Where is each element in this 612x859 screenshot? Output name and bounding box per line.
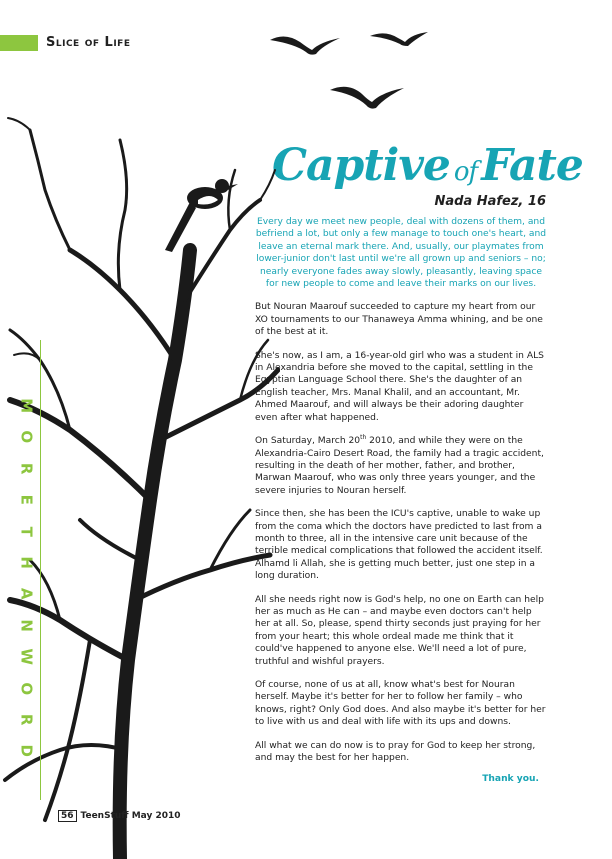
paragraph: All what we can do now is to pray for God to keep her strong, and may the best for her happen.: [255, 740, 536, 764]
flying-birds-illustration: [250, 20, 450, 130]
paragraph: [255, 435, 547, 497]
vertical-letter: T: [17, 526, 36, 537]
intro-paragraph: Every day we meet new people, deal with dozens of them, and befriend a lot, but only a few manage to touch one's heart, and leave an eternal mark there. And, usually, our playmates from lower-junior don't last until we're all grown up and seniors – no; nearly everyone fades away slowly, pleasantly, leaving space for new people to come and leave their marks on our lives.: [255, 217, 547, 290]
superscript: th: [360, 434, 367, 442]
vertical-letter: E: [17, 494, 36, 506]
vertical-letter: N: [17, 619, 36, 632]
vertical-letter: O: [17, 430, 36, 444]
paragraph: Of course, none of us at all, know what's best for Nouran herself. Maybe it's better for her to follow her family – who knows, right? Only God does. And also maybe it's better for her to live with us and deal with life with its ups and downs.: [255, 680, 546, 728]
title-main: Captive: [272, 140, 450, 191]
vertical-letter: R: [17, 462, 36, 475]
paragraph: All she needs right now is God's help, no one on Earth can help her as much as He can – and maybe even doctors can't help her at all. So, please, spend thirty seconds just praying for her from your heart; this whole ordeal made me think that it could've happened to anyone else. We'll need a lot of pure, truthful and wishful prayers.: [255, 594, 544, 667]
paragraph: But Nouran Maarouf succeeded to capture my heart from our XO tournaments to our Thanaweya Amma whining, and be one of the best at it.: [255, 302, 543, 338]
vertical-label-more-than-words: [14, 390, 38, 830]
article-title: [272, 140, 583, 191]
article-body: [255, 216, 547, 786]
closing-thanks: Thank you.: [482, 774, 539, 785]
author-byline: Nada Hafez, 16: [434, 194, 546, 209]
section-label: Slice of Life: [46, 35, 131, 50]
vertical-letter: M: [17, 398, 36, 414]
paragraph-text: On Saturday, March 20: [255, 436, 361, 447]
vertical-letter: R: [17, 713, 36, 726]
vertical-letter: D: [17, 744, 36, 758]
vertical-letter: H: [17, 556, 36, 570]
paragraph: Since then, she has been the ICU's captive, unable to wake up from the coma which the doctors have predicted to last from a month to three, all in the intensive care unit because of the terrible medical complications that followed the accident itself. Alhamd li Allah, she is getting much better, just one step in a long duration.: [255, 509, 543, 582]
title-end: Fate: [481, 140, 583, 191]
section-color-bar: [0, 35, 38, 51]
title-connector: of: [453, 157, 478, 187]
bare-tree-illustration: [0, 100, 280, 859]
paragraph-text: 2010, and while they were on the Alexandria-Cairo Desert Road, the family had a tragic accident, resulting in the death of her mother, father, and brother, Marwan Maarouf, who was only three years younger, and the severe injuries to Nouran herself.: [255, 436, 544, 496]
page-number: 56: [58, 810, 77, 822]
vertical-letter: W: [17, 648, 36, 666]
magazine-name: TeenStuff: [80, 811, 129, 821]
vertical-letter: O: [17, 681, 36, 695]
paragraph: She's now, as I am, a 16-year-old girl who was a student in ALS in Alexandria before she moved to the capital, settling in the Egyptian Language School there. She's the daughter of an English teacher, Mrs. Manal Khalil, and an accountant, Mr. Ahmed Maarouf, and will always be their adoring daughter even after what happened.: [255, 350, 544, 423]
issue-date: May 2010: [131, 811, 181, 821]
page-footer: [58, 810, 181, 822]
magpie-bird: [165, 179, 238, 252]
vertical-letter: A: [17, 588, 36, 600]
